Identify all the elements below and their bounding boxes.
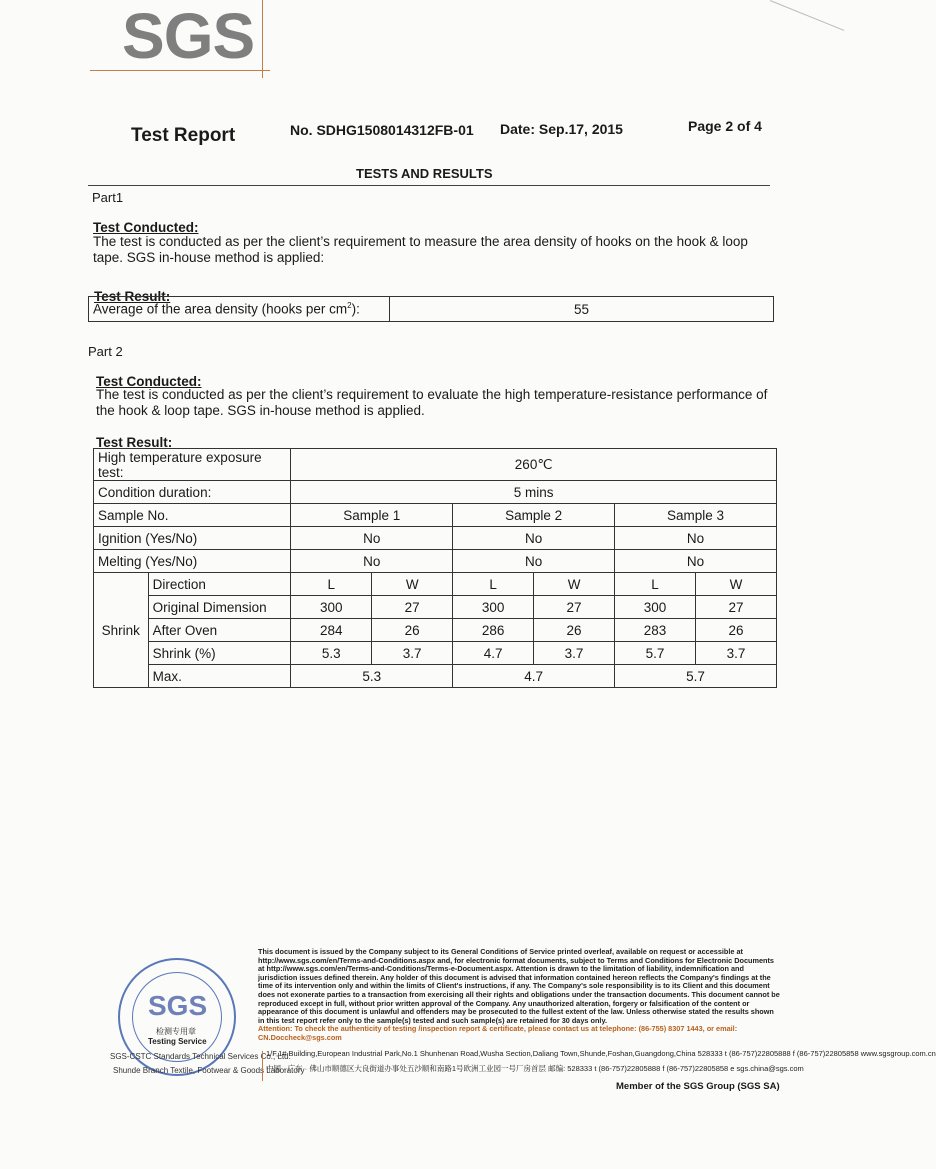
ignition-label: Ignition (Yes/No) bbox=[94, 527, 291, 550]
report-number: No. SDHG1508014312FB-01 bbox=[290, 122, 474, 138]
address-english: 1/F,1# Building,European Industrial Park,No.1 Shunhenan Road,Wusha Section,Daliang Town,Shunde,Foshan,Guangdong,China 528333 t (86-757)22805888 f (86-757)22805858 www.sgsgroup.com.cn bbox=[266, 1049, 936, 1058]
shrink-pct-label: Shrink (%) bbox=[148, 642, 291, 665]
max-cell: 5.3 bbox=[291, 665, 453, 688]
max-label: Max. bbox=[148, 665, 291, 688]
seal-english-text: Testing Service bbox=[148, 1037, 207, 1046]
direction-cell: W bbox=[695, 573, 776, 596]
after-cell: 284 bbox=[291, 619, 372, 642]
shrink-cell: 3.7 bbox=[372, 642, 453, 665]
page-number: Page 2 of 4 bbox=[688, 118, 762, 134]
logo-divider bbox=[262, 0, 263, 78]
seal-company-line-2: Shunde Branch Textile, Footwear & Goods Laboratory bbox=[113, 1066, 305, 1075]
direction-cell: L bbox=[453, 573, 534, 596]
ignition-value: No bbox=[615, 527, 777, 550]
part2-result-heading: Test Result: bbox=[96, 435, 173, 450]
after-cell: 26 bbox=[534, 619, 615, 642]
direction-cell: W bbox=[372, 573, 453, 596]
direction-label: Direction bbox=[148, 573, 291, 596]
authenticity-notice: Attention: To check the authenticity of testing /inspection report & certificate, please contact us at telephone: (86-755) 8307 1443, or email: CN.Doccheck@sgs.com bbox=[258, 1024, 738, 1042]
report-date: Date: Sep.17, 2015 bbox=[500, 121, 623, 137]
part2-conducted-text-1: The test is conducted as per the client’s requirement to evaluate the high temperature-resistance performance of bbox=[96, 387, 768, 402]
direction-cell: L bbox=[291, 573, 372, 596]
part2-conducted-heading: Test Conducted: bbox=[96, 374, 202, 389]
melting-value: No bbox=[291, 550, 453, 573]
max-cell: 4.7 bbox=[453, 665, 615, 688]
part2-conducted-text-2: the hook & loop tape. SGS in-house method is applied. bbox=[96, 403, 425, 418]
melting-label: Melting (Yes/No) bbox=[94, 550, 291, 573]
sample-header: Sample 3 bbox=[615, 504, 777, 527]
melting-value: No bbox=[615, 550, 777, 573]
ignition-value: No bbox=[291, 527, 453, 550]
original-dimension-label: Original Dimension bbox=[148, 596, 291, 619]
footer-disclaimer: This document is issued by the Company subject to its General Conditions of Service printed overleaf, available on request or accessible at http://www.sgs.com/en/Terms-and-Conditions.aspx and, for electronic format documents, subject to Terms and Conditions for Electronic Documents at http://www.sgs.com/en/Terms-and-Conditions/Terms-e-Document.aspx. Attention is drawn to the limitation of liability, indemnification and jurisdiction issues defined therein. Any holder of this document is advised that information contained hereon reflects the Company's findings at the time of its intervention only and within the limits of Client's instructions, if any. The Company's sole responsibility is to its Client and this document does not exonerate parties to a transaction from exercising all their rights and obligations under the transaction documents. This document cannot be reproduced except in full, without prior written approval of the Company. Any unauthorized alteration, forgery or falsification of the content or appearance of this document is unlawful and offenders may be prosecuted to the fullest extent of the law. Unless otherwise stated the results shown in this test report refer only to the sample(s) tested and such sample(s) are retained for 30 days only. Attention: To check the authenticity of testing /inspection report & certificate, please contact us at telephone: (86-755) 8307 1443, or email: CN.Doccheck@sgs.com bbox=[258, 947, 780, 1042]
shrink-cell: 5.3 bbox=[291, 642, 372, 665]
sample-no-label: Sample No. bbox=[94, 504, 291, 527]
direction-cell: L bbox=[615, 573, 696, 596]
part1-conducted-text-1: The test is conducted as per the client’s requirement to measure the area density of hooks on the hook & loop bbox=[93, 234, 748, 249]
seal-chinese-text: 检测专用章 bbox=[156, 1027, 196, 1036]
exposure-label: High temperature exposure test: bbox=[94, 449, 291, 481]
max-cell: 5.7 bbox=[615, 665, 777, 688]
direction-cell: W bbox=[534, 573, 615, 596]
after-cell: 26 bbox=[372, 619, 453, 642]
address-chinese: 中国 · 广东 · 佛山市顺德区大良街道办事处五沙顺和南路1号欧洲工业园一号厂房首层 邮编: 528333 t (86-757)22805888 f (86-757)22805858 e sgs.china@sgs.com bbox=[266, 1064, 804, 1073]
exposure-value: 260℃ bbox=[291, 449, 777, 481]
original-cell: 300 bbox=[291, 596, 372, 619]
melting-value: No bbox=[453, 550, 615, 573]
part2-result-table bbox=[93, 448, 777, 688]
shrink-group-label: Shrink bbox=[94, 573, 149, 688]
after-cell: 286 bbox=[453, 619, 534, 642]
seal-company-line-1: SGS-CSTC Standards Technical Services Co., Ltd. bbox=[110, 1052, 291, 1061]
original-cell: 27 bbox=[534, 596, 615, 619]
ignition-value: No bbox=[453, 527, 615, 550]
duration-value: 5 mins bbox=[291, 481, 777, 504]
section-title: TESTS AND RESULTS bbox=[356, 166, 493, 181]
duration-label: Condition duration: bbox=[94, 481, 291, 504]
sample-header: Sample 2 bbox=[453, 504, 615, 527]
part2-label: Part 2 bbox=[88, 344, 123, 359]
seal-logo: SGS bbox=[148, 990, 208, 1021]
shrink-cell: 3.7 bbox=[534, 642, 615, 665]
sample-header: Sample 1 bbox=[291, 504, 453, 527]
sgs-logo: SGS bbox=[122, 0, 255, 72]
part1-result-table bbox=[88, 296, 774, 322]
sgs-member-note: Member of the SGS Group (SGS SA) bbox=[616, 1081, 780, 1092]
logo-underline bbox=[90, 70, 270, 71]
original-cell: 27 bbox=[372, 596, 453, 619]
report-title: Test Report bbox=[131, 125, 236, 146]
part1-label: Part1 bbox=[92, 190, 124, 205]
part1-conducted-heading: Test Conducted: bbox=[93, 220, 199, 235]
after-cell: 283 bbox=[615, 619, 696, 642]
address-divider bbox=[262, 1051, 263, 1081]
area-density-value: 55 bbox=[390, 297, 774, 322]
shrink-cell: 5.7 bbox=[615, 642, 696, 665]
original-cell: 27 bbox=[695, 596, 776, 619]
after-oven-label: After Oven bbox=[148, 619, 291, 642]
section-rule bbox=[88, 185, 770, 186]
after-cell: 26 bbox=[695, 619, 776, 642]
part1-conducted-text-2: tape. SGS in-house method is applied: bbox=[93, 250, 325, 265]
shrink-cell: 3.7 bbox=[695, 642, 776, 665]
part1-result-heading: Test Result: bbox=[94, 289, 171, 304]
shrink-cell: 4.7 bbox=[453, 642, 534, 665]
original-cell: 300 bbox=[453, 596, 534, 619]
area-density-label: Average of the area density (hooks per $cm^2$): bbox=[89, 297, 390, 322]
original-cell: 300 bbox=[615, 596, 696, 619]
scan-edge bbox=[770, 0, 845, 31]
